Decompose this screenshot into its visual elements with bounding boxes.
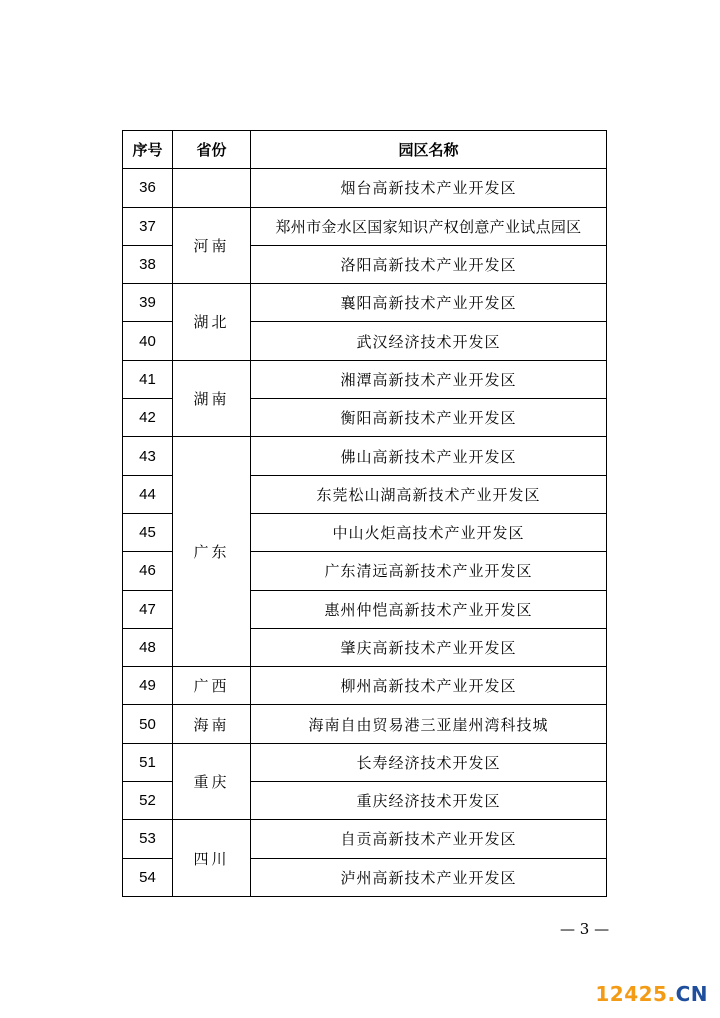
table-row: [123, 743, 607, 781]
row-province: 重庆: [173, 743, 251, 820]
table-row: [123, 284, 607, 322]
row-province: 河南: [173, 207, 251, 284]
row-seq: 37: [123, 207, 173, 245]
row-seq: 50: [123, 705, 173, 743]
table-row: [123, 360, 607, 398]
row-province: 四川: [173, 820, 251, 897]
table-row: [123, 437, 607, 475]
table-row: [123, 705, 607, 743]
row-province: 湖北: [173, 284, 251, 361]
row-park-name: 长寿经济技术开发区: [251, 743, 607, 781]
row-seq: 52: [123, 782, 173, 820]
table-row: [123, 667, 607, 705]
row-province: 广东: [173, 437, 251, 667]
row-seq: 51: [123, 743, 173, 781]
row-province: 海南: [173, 705, 251, 743]
row-seq: 45: [123, 513, 173, 551]
row-province: 广西: [173, 667, 251, 705]
row-seq: 46: [123, 552, 173, 590]
row-park-name: 佛山高新技术产业开发区: [251, 437, 607, 475]
site-watermark: [595, 982, 708, 1006]
row-province: 湖南: [173, 360, 251, 437]
row-park-name: 泸州高新技术产业开发区: [251, 858, 607, 896]
row-seq: 49: [123, 667, 173, 705]
row-seq: 53: [123, 820, 173, 858]
row-park-name: 肇庆高新技术产业开发区: [251, 628, 607, 666]
watermark-dot: .: [667, 982, 676, 1006]
watermark-suffix: CN: [675, 982, 708, 1006]
row-seq: 43: [123, 437, 173, 475]
row-seq: 42: [123, 399, 173, 437]
row-seq: 39: [123, 284, 173, 322]
row-park-name: 广东清远高新技术产业开发区: [251, 552, 607, 590]
page-number: — 3 —: [560, 920, 610, 938]
table-row: [123, 820, 607, 858]
row-seq: 40: [123, 322, 173, 360]
watermark-number: 12425: [595, 982, 668, 1006]
row-park-name: 重庆经济技术开发区: [251, 782, 607, 820]
row-seq: 38: [123, 245, 173, 283]
row-seq: 41: [123, 360, 173, 398]
table-header-row: [123, 131, 607, 169]
row-seq: 47: [123, 590, 173, 628]
row-seq: 54: [123, 858, 173, 896]
row-park-name: 衡阳高新技术产业开发区: [251, 399, 607, 437]
row-seq: 48: [123, 628, 173, 666]
parks-table: [122, 130, 607, 897]
row-seq: 36: [123, 169, 173, 207]
table-row: [123, 169, 607, 207]
row-park-name: 柳州高新技术产业开发区: [251, 667, 607, 705]
row-park-name: 郑州市金水区国家知识产权创意产业试点园区: [251, 207, 607, 245]
row-province: [173, 169, 251, 207]
row-park-name: 烟台高新技术产业开发区: [251, 169, 607, 207]
header-province: 省份: [173, 131, 251, 169]
header-seq: 序号: [123, 131, 173, 169]
row-park-name: 洛阳高新技术产业开发区: [251, 245, 607, 283]
row-park-name: 湘潭高新技术产业开发区: [251, 360, 607, 398]
row-park-name: 惠州仲恺高新技术产业开发区: [251, 590, 607, 628]
row-park-name: 中山火炬高技术产业开发区: [251, 513, 607, 551]
row-park-name: 自贡高新技术产业开发区: [251, 820, 607, 858]
row-park-name: 武汉经济技术开发区: [251, 322, 607, 360]
row-park-name: 东莞松山湖高新技术产业开发区: [251, 475, 607, 513]
row-seq: 44: [123, 475, 173, 513]
header-park-name: 园区名称: [251, 131, 607, 169]
row-park-name: 襄阳高新技术产业开发区: [251, 284, 607, 322]
row-park-name: 海南自由贸易港三亚崖州湾科技城: [251, 705, 607, 743]
table-row: [123, 207, 607, 245]
